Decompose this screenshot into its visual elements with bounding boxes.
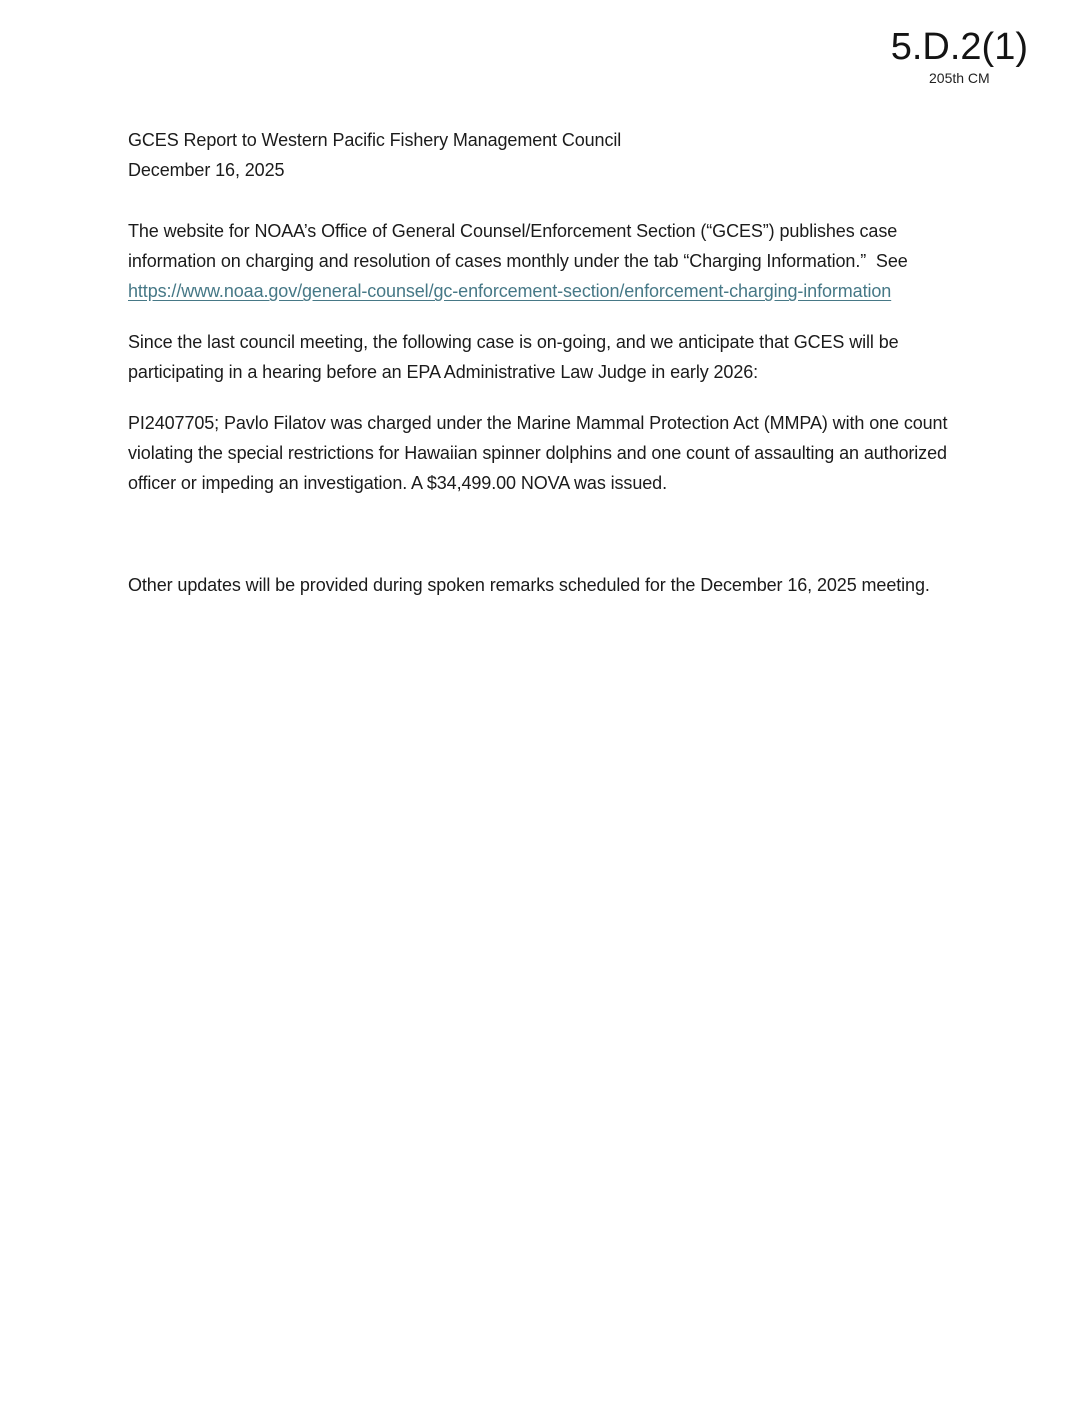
enforcement-charging-info-link[interactable]: https://www.noaa.gov/general-counsel/gc-enforcement-section/enforcement-charging-information bbox=[128, 281, 892, 301]
paragraph-text: The website for NOAA’s Office of General Counsel/Enforcement Section (“GCES”) publishes case information on charging and resolution of cases monthly under the tab “Charging Information.” See bbox=[128, 221, 913, 271]
document-body bbox=[128, 125, 966, 621]
body-paragraph-case-details: PI2407705; Pavlo Filatov was charged under the Marine Mammal Protection Act (MMPA) with one count violating the special restrictions for Hawaiian spinner dolphins and one count of assaulting an authorized officer or impeding an investigation. A $34,499.00 NOVA was issued. bbox=[128, 413, 953, 493]
body-paragraph-other-updates: Other updates will be provided during spoken remarks scheduled for the December 16, 2025 meeting. bbox=[128, 575, 930, 595]
agenda-item-number: 5.D.2(1) bbox=[890, 26, 1028, 68]
body-paragraph-website bbox=[128, 216, 966, 306]
agenda-item-block bbox=[891, 26, 1028, 86]
meeting-number-label: 205th CM bbox=[929, 70, 990, 86]
title-block bbox=[128, 125, 966, 185]
report-title: GCES Report to Western Pacific Fishery Management Council bbox=[128, 130, 622, 150]
report-date: December 16, 2025 bbox=[128, 160, 285, 180]
body-paragraph-since-last-meeting: Since the last council meeting, the following case is on-going, and we anticipate that GCES will be participating in a hearing before an EPA Administrative Law Judge in early 2026: bbox=[128, 332, 904, 382]
